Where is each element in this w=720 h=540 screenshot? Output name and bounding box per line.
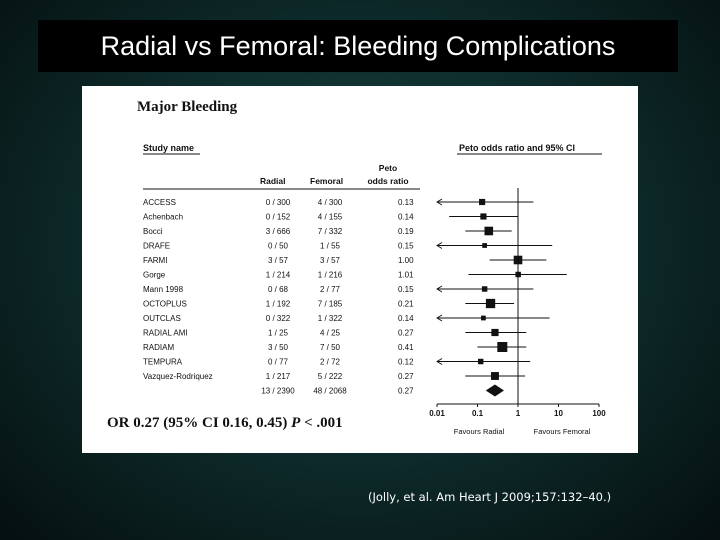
study-name: Achenbach (143, 212, 184, 222)
study-radial: 0 / 322 (265, 314, 291, 323)
study-marker (482, 286, 487, 291)
citation: (Jolly, et al. Am Heart J 2009;157:132–40.) (368, 490, 612, 504)
study-radial: 1 / 192 (265, 299, 291, 309)
study-marker (515, 272, 520, 277)
study-marker (484, 227, 493, 236)
study-radial: 0 / 152 (265, 212, 291, 222)
study-or: 0.14 (398, 314, 414, 323)
study-femoral: 3 / 57 (319, 256, 341, 265)
study-or: 0.12 (398, 357, 414, 367)
study-name: RADIAL AMI (143, 328, 188, 338)
study-marker (491, 372, 499, 380)
study-name: OUTCLAS (143, 314, 181, 323)
axis-tick-label: 1 (515, 409, 521, 418)
summary-or-text: OR 0.27 (95% CI 0.16, 0.45) (107, 415, 292, 431)
study-radial: 0 / 300 (265, 198, 291, 207)
study-radial: 1 / 217 (265, 372, 291, 381)
study-radial: 3 / 666 (265, 227, 291, 236)
plot-marks (437, 188, 567, 404)
study-or: 1.01 (398, 270, 414, 280)
favours-radial-label: Favours Radial (453, 427, 505, 436)
study-or: 0.27 (398, 372, 414, 381)
study-marker (478, 359, 483, 364)
study-marker (479, 199, 485, 205)
study-radial: 0 / 68 (267, 285, 289, 294)
summary-p-letter: P (291, 415, 301, 431)
study-name: ACCESS (143, 198, 176, 207)
axis-tick-label: 0.01 (429, 409, 445, 418)
study-marker (482, 243, 487, 248)
forest-plot (82, 86, 638, 453)
study-femoral: 1 / 55 (319, 241, 341, 251)
study-or: 0.41 (398, 343, 414, 352)
study-name: Mann 1998 (143, 285, 184, 294)
study-femoral: 7 / 332 (317, 227, 343, 236)
study-name: FARMI (143, 256, 168, 265)
col-header-femoral: Femoral (310, 176, 344, 186)
axis-tick-label: 100 (592, 409, 606, 418)
study-name: TEMPURA (143, 357, 183, 367)
study-femoral: 1 / 216 (317, 270, 343, 280)
study-name: RADIAM (143, 343, 175, 352)
study-name: Vazquez-Rodriquez (143, 372, 213, 381)
study-marker (497, 342, 507, 352)
study-femoral: 7 / 185 (317, 299, 343, 309)
study-name: DRAFE (143, 241, 171, 251)
study-rows (143, 198, 414, 396)
header-study-name: Study name (143, 143, 195, 153)
pooled-radial: 13 / 2390 (261, 386, 295, 396)
study-marker (491, 329, 498, 336)
study-femoral: 4 / 300 (317, 198, 343, 207)
study-or: 0.15 (398, 285, 414, 294)
pooled-or: 0.27 (398, 386, 414, 396)
col-header-or-line2: odds ratio (367, 176, 409, 186)
study-femoral: 4 / 155 (317, 212, 343, 222)
study-femoral: 2 / 72 (319, 357, 341, 367)
summary-statistic (107, 415, 343, 431)
study-or: 0.13 (398, 198, 414, 207)
study-femoral: 4 / 25 (319, 328, 341, 338)
slide-title: Radial vs Femoral: Bleeding Complications (100, 30, 616, 61)
study-femoral: 2 / 77 (319, 285, 341, 294)
study-radial: 3 / 57 (267, 256, 289, 265)
study-marker (481, 316, 486, 321)
study-or: 0.14 (398, 212, 414, 222)
study-or: 0.21 (398, 299, 414, 309)
chart-title: Major Bleeding (137, 99, 238, 115)
study-or: 1.00 (398, 256, 414, 265)
study-radial: 0 / 50 (267, 241, 289, 251)
study-femoral: 1 / 322 (317, 314, 343, 323)
axis-tick-label: 10 (554, 409, 563, 418)
header-ci: Peto odds ratio and 95% CI (459, 143, 576, 153)
study-or: 0.15 (398, 241, 414, 251)
study-or: 0.19 (398, 227, 414, 236)
study-femoral: 5 / 222 (317, 372, 343, 381)
study-radial: 1 / 25 (267, 328, 289, 338)
study-marker (486, 299, 495, 308)
study-radial: 1 / 214 (265, 270, 291, 280)
study-radial: 0 / 77 (267, 357, 289, 367)
summary-p-value: < .001 (300, 415, 343, 431)
pooled-femoral: 48 / 2068 (313, 386, 347, 396)
x-axis (429, 404, 606, 418)
study-marker (514, 256, 523, 265)
study-radial: 3 / 50 (267, 343, 289, 352)
title-bar (38, 20, 678, 72)
study-name: Gorge (143, 270, 166, 280)
study-name: Bocci (143, 227, 163, 236)
favours-femoral-label: Favours Femoral (533, 427, 591, 436)
study-name: OCTOPLUS (143, 299, 187, 309)
col-header-radial: Radial (260, 176, 286, 186)
axis-tick-label: 0.1 (471, 409, 484, 418)
study-marker (480, 213, 486, 219)
pooled-diamond (486, 385, 504, 397)
forest-plot-figure (82, 86, 638, 453)
study-femoral: 7 / 50 (319, 343, 341, 352)
study-or: 0.27 (398, 328, 414, 338)
col-header-or-line1: Peto (378, 163, 398, 173)
